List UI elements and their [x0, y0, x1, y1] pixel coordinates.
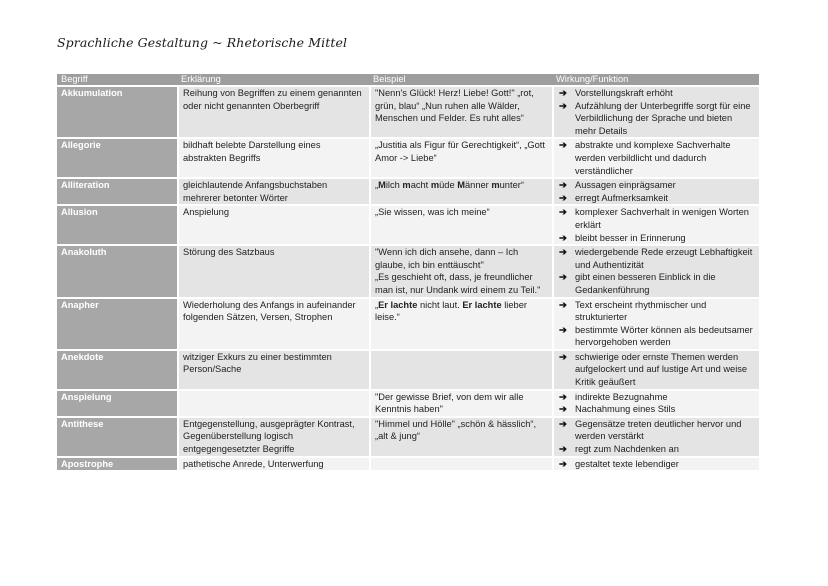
- effect-item: [558, 458, 755, 471]
- term-cell: Anapher: [57, 299, 177, 349]
- effect-cell: [552, 418, 759, 456]
- page-title: Sprachliche Gestaltung ~ Rhetorische Mittel: [57, 35, 348, 50]
- effect-text: wiedergebende Rede erzeugt Lebhaftigkeit und Authentizität: [575, 247, 753, 270]
- example-emphasis: Er lachte: [378, 299, 418, 310]
- effect-text: regt zum Nachdenken an: [575, 444, 679, 455]
- term-cell: Anakoluth: [57, 246, 177, 296]
- header-wirkung: Wirkung/Funktion: [552, 74, 759, 85]
- example-fragment: üde: [439, 180, 458, 191]
- arrow-right-icon: ➔: [559, 351, 567, 362]
- header-begriff: Begriff: [57, 74, 177, 85]
- example-fragment: unter“: [499, 180, 524, 191]
- effect-cell: [552, 87, 759, 137]
- effect-text: Vorstellungskraft erhöht: [575, 88, 673, 98]
- effect-item: [558, 271, 755, 296]
- example-text: [375, 299, 548, 324]
- table-row: [57, 139, 759, 177]
- effect-item: [558, 192, 755, 205]
- effect-text: Aussagen einprägsamer: [575, 180, 676, 191]
- example-text: "Wenn ich dich ansehe, dann – Ich glaube, ich bin enttäuscht": [375, 247, 519, 270]
- effect-item: [558, 246, 755, 271]
- example-text: „Sie wissen, was ich meine“: [375, 207, 490, 218]
- effect-list: [558, 206, 755, 244]
- effect-list: [558, 87, 755, 137]
- table-row: [57, 351, 759, 389]
- arrow-right-icon: ➔: [559, 207, 567, 218]
- example-cell: [369, 351, 552, 389]
- arrow-right-icon: ➔: [559, 444, 567, 455]
- header-erklaerung: Erklärung: [177, 74, 369, 85]
- effect-cell: [552, 179, 759, 204]
- arrow-right-icon: ➔: [559, 180, 567, 191]
- table-row: [57, 418, 759, 456]
- effect-text: schwierige oder ernste Themen werden aufgelockert und auf lustige Art und weise Kritik geäußert: [575, 351, 748, 388]
- effect-text: abstrakte und komplexe Sachverhalte werden verbildlicht und dadurch verständlicher: [575, 140, 731, 176]
- explanation-cell: gleichlautende Anfangsbuchstaben mehrerer betonter Wörter: [177, 179, 369, 204]
- term-cell: Antithese: [57, 418, 177, 456]
- header-beispiel: Beispiel: [369, 74, 552, 85]
- term-cell: Allusion: [57, 206, 177, 244]
- explanation-cell: [177, 391, 369, 416]
- example-text: „Justitia als Figur für Gerechtigkeit“, „Gott Amor -> Liebe“: [375, 140, 545, 163]
- effect-list: [558, 299, 755, 349]
- example-text: [375, 179, 548, 192]
- example-fragment: „: [375, 299, 379, 310]
- arrow-right-icon: ➔: [559, 247, 567, 258]
- example-emphasis: Er lachte: [462, 299, 502, 310]
- example-fragment: änner: [464, 180, 492, 191]
- example-cell: [369, 206, 552, 244]
- effect-cell: [552, 299, 759, 349]
- example-text: „Es geschieht oft, dass, je freundlicher man ist, nur Undank wird einem zu Teil.": [375, 272, 541, 295]
- arrow-right-icon: ➔: [559, 391, 567, 402]
- example-emphasis: M: [457, 180, 465, 191]
- effect-text: gestaltet texte lebendiger: [575, 458, 679, 469]
- arrow-right-icon: ➔: [559, 458, 567, 469]
- table-row: [57, 391, 759, 416]
- effect-cell: [552, 391, 759, 416]
- effect-cell: [552, 206, 759, 244]
- explanation-cell: Anspielung: [177, 206, 369, 244]
- effect-cell: [552, 351, 759, 389]
- effect-item: [558, 299, 755, 324]
- table-row: [57, 458, 759, 471]
- term-cell: Apostrophe: [57, 458, 177, 471]
- example-cell: [369, 299, 552, 349]
- example-fragment: acht: [410, 180, 431, 191]
- effect-list: [558, 391, 755, 416]
- explanation-cell: Wiederholung des Anfangs in aufeinander folgenden Sätzen, Versen, Strophen: [177, 299, 369, 349]
- arrow-right-icon: ➔: [559, 100, 567, 111]
- effect-item: [558, 418, 755, 443]
- example-cell: [369, 391, 552, 416]
- example-text: "Der gewisse Brief, von dem wir alle Kenntnis haben": [375, 391, 524, 415]
- effect-text: indirekte Bezugnahme: [575, 391, 668, 402]
- example-emphasis: m: [430, 180, 440, 191]
- effect-list: [558, 351, 755, 389]
- example-emphasis: m: [491, 180, 500, 191]
- example-fragment: „: [375, 180, 379, 191]
- effect-list: [558, 179, 755, 204]
- effect-item: [558, 403, 755, 416]
- arrow-right-icon: ➔: [559, 324, 567, 335]
- effect-item: [558, 87, 755, 100]
- example-emphasis: M: [378, 180, 386, 191]
- effect-list: [558, 418, 755, 456]
- effect-text: Aufzählung der Unterbegriffe sorgt für eine Verbildlichung der Sprache und bieten mehr Details: [575, 100, 751, 136]
- table-header-row: [57, 74, 759, 85]
- explanation-cell: witziger Exkurs zu einer bestimmten Person/Sache: [177, 351, 369, 389]
- arrow-right-icon: ➔: [559, 418, 567, 429]
- arrow-right-icon: ➔: [559, 140, 567, 151]
- effect-item: [558, 351, 755, 389]
- effect-cell: [552, 458, 759, 471]
- effect-item: [558, 232, 755, 245]
- effect-list: [558, 458, 755, 471]
- effect-text: Text erscheint rhythmischer und strukturierter: [575, 299, 707, 323]
- table-row: [57, 299, 759, 349]
- effect-text: bleibt besser in Erinnerung: [575, 232, 686, 243]
- arrow-right-icon: ➔: [559, 404, 567, 415]
- explanation-cell: pathetische Anrede, Unterwerfung: [177, 458, 369, 471]
- arrow-right-icon: ➔: [559, 192, 567, 203]
- rhetoric-table: [57, 72, 759, 472]
- example-fragment: nicht laut.: [417, 299, 463, 310]
- effect-item: [558, 391, 755, 404]
- table-row: [57, 246, 759, 296]
- explanation-cell: bildhaft belebte Darstellung eines abstrakten Begriffs: [177, 139, 369, 177]
- effect-text: gibt einen besseren Einblick in die Gedankenführung: [575, 272, 716, 295]
- arrow-right-icon: ➔: [559, 88, 567, 98]
- example-cell: [369, 418, 552, 456]
- term-cell: Anspielung: [57, 391, 177, 416]
- explanation-cell: Entgegenstellung, ausgeprägter Kontrast, Gegenüberstellung logisch entgegengesetzter Begriffe: [177, 418, 369, 456]
- arrow-right-icon: ➔: [559, 232, 567, 243]
- effect-item: [558, 324, 755, 349]
- example-cell: [369, 458, 552, 471]
- effect-item: [558, 206, 755, 231]
- effect-cell: [552, 246, 759, 296]
- arrow-right-icon: ➔: [559, 272, 567, 283]
- example-text: "Himmel und Hölle" „schön & hässlich“, „alt & jung“: [375, 418, 537, 442]
- example-cell: [369, 179, 552, 204]
- effect-text: erregt Aufmerksamkeit: [575, 192, 669, 203]
- term-cell: Anekdote: [57, 351, 177, 389]
- effect-list: [558, 139, 755, 177]
- example-cell: [369, 246, 552, 296]
- effect-text: komplexer Sachverhalt in wenigen Worten erklärt: [575, 207, 749, 230]
- effect-text: Gegensätze treten deutlicher hervor und werden verstärkt: [575, 418, 742, 442]
- term-cell: Alliteration: [57, 179, 177, 204]
- explanation-cell: Störung des Satzbaus: [177, 246, 369, 296]
- explanation-cell: Reihung von Begriffen zu einem genannten oder nicht genannten Oberbegriff: [177, 87, 369, 137]
- example-cell: [369, 87, 552, 137]
- arrow-right-icon: ➔: [559, 299, 567, 310]
- example-fragment: ilch: [385, 180, 403, 191]
- table-row: [57, 87, 759, 137]
- effect-text: bestimmte Wörter können als bedeutsamer hervorgehoben werden: [575, 324, 753, 348]
- example-emphasis: m: [402, 180, 411, 191]
- effect-item: [558, 443, 755, 456]
- example-fragment: lieber leise.“: [375, 299, 527, 323]
- effect-item: [558, 179, 755, 192]
- table-row: [57, 179, 759, 204]
- table-row: [57, 206, 759, 244]
- term-cell: Allegorie: [57, 139, 177, 177]
- effect-cell: [552, 139, 759, 177]
- effect-item: [558, 100, 755, 138]
- example-cell: [369, 139, 552, 177]
- effect-item: [558, 139, 755, 177]
- example-text: "Nenn's Glück! Herz! Liebe! Gott!" „rot, grün, blau“ „Nun ruhen alle Wälder, Menschen und Felder. Es ruht alles“: [375, 88, 534, 124]
- effect-list: [558, 246, 755, 296]
- effect-text: Nachahmung eines Stils: [575, 404, 676, 415]
- term-cell: Akkumulation: [57, 87, 177, 137]
